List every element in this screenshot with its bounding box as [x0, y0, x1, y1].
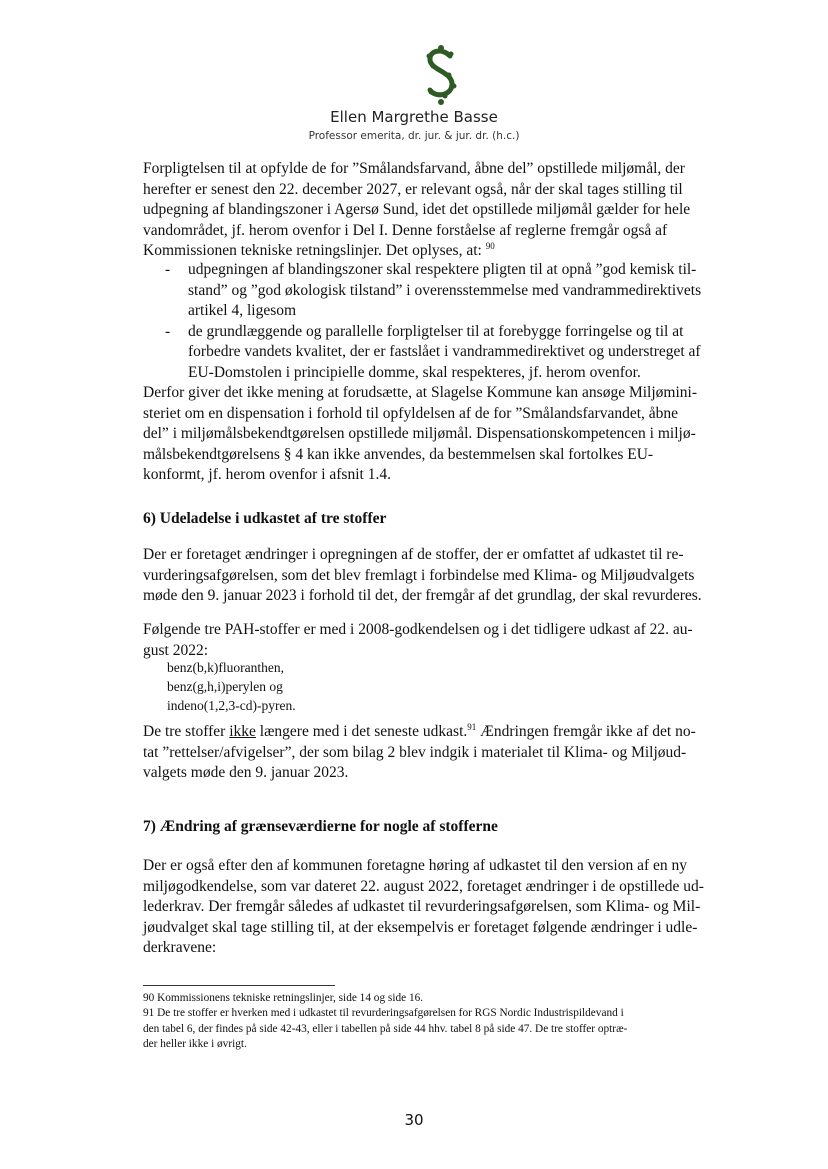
- text-line: Der er foretaget ændringer i opregningen af de stoffer, der er omfattet af udkastet til re-: [143, 546, 684, 563]
- text-line: konformt, jf. herom ovenfor i afsnit 1.4.: [143, 466, 391, 483]
- text-line: Der er også efter den af kommunen foretagne høring af udkastet til den version af en ny: [143, 857, 688, 874]
- text-segment: De tre stoffer: [143, 723, 230, 740]
- footnote-separator: [143, 985, 335, 986]
- footnote-line: den tabel 6, der findes på side 42-43, eller i tabellen på side 44 hhv. tabel 8 på side 47. De tre stoffer optræ-: [143, 1022, 628, 1035]
- list-item: [143, 322, 728, 384]
- text-line: Derfor giver det ikke mening at forudsætte, at Slagelse Kommune kan ansøge Miljømini-: [143, 384, 697, 401]
- text-line: [143, 722, 728, 743]
- paragraph-changes: [143, 545, 728, 607]
- text-line: stand” og ”god økologisk tilstand” i overensstemmelse med vandrammedirektivets: [188, 281, 702, 299]
- text-line: målsbekendtgørelsens § 4 kan ikke anvendes, da bestemmelsen skal fortolkes EU-: [143, 445, 654, 463]
- text-line: Følgende tre PAH-stoffer er med i 2008-godkendelsen og i det tidligere udkast af 22. au-: [143, 621, 693, 638]
- text-line: EU-Domstolen i principielle domme, skal respekteres, jf. herom ovenfor.: [188, 363, 641, 381]
- text-line: de grundlæggende og parallelle forpligtelser til at forebygge forringelse og til at: [188, 322, 684, 340]
- text-line: artikel 4, ligesom: [188, 302, 297, 319]
- list-item: [143, 260, 728, 322]
- footnote-91: [143, 1006, 728, 1053]
- chemical-item: benz(g,h,i)perylen og: [167, 679, 283, 694]
- text-line: vurderingsafgørelsen, som det blev fremlagt i forbindelse med Klima- og Miljøudvalgets: [143, 566, 695, 584]
- text-line-content: Kommissionen tekniske retningslinjer. Det oplyses, at:: [143, 242, 482, 259]
- page-number: 30: [404, 1111, 424, 1129]
- bullet-dash: -: [165, 322, 171, 340]
- text-line: vandområdet, jf. herom ovenfor i Del I. Denne forståelse af reglerne fremgår også af: [143, 221, 668, 239]
- paragraph-limits: [143, 856, 728, 959]
- footnote-line: 90 Kommissionens tekniske retningslinjer, side 14 og side 16.: [143, 992, 424, 1004]
- text-line: jøudvalget skal tage stilling til, at der eksempelvis er foretaget følgende ændringer i udle-: [143, 918, 698, 936]
- chemical-item: benz(b,k)fluoranthen,: [167, 660, 284, 675]
- text-line: steriet om en dispensation i forhold til opfyldelsen af de for ”Smålandsfarvandet, åbne: [143, 404, 679, 422]
- paragraph-omitted: [143, 722, 728, 784]
- text-line: [143, 241, 728, 262]
- text-line: herefter er senest den 22. december 2027, er relevant også, når der skal tages stilling til: [143, 180, 683, 198]
- paragraph-pah: [143, 620, 728, 661]
- footnote-90: [143, 991, 728, 1007]
- paragraph-obligation: [143, 159, 728, 262]
- section-heading-7: 7) Ændring af grænseværdierne for nogle af stofferne: [143, 818, 498, 835]
- footnote-line: 91 De tre stoffer er hverken med i udkastet til revurderingsafgørelsen for RGS Nordic Industrispildevand i: [143, 1007, 624, 1019]
- section-heading-6: 6) Udeladelse i udkastet af tre stoffer: [143, 510, 387, 527]
- text-line: udpegningen af blandingszoner skal respektere pligten til at opnå ”god kemisk til-: [188, 261, 697, 278]
- text-segment: længere med i det seneste udkast.: [255, 723, 468, 740]
- text-line: lederkrav. Der fremgår således af udkastet til revurderingsafgørelsen, som Klima- og Mil-: [143, 898, 701, 915]
- bullet-list: [143, 260, 728, 383]
- text-line: forbedre vandets kvalitet, der er fastslået i vandrammedirektivet og understreget af: [188, 343, 701, 360]
- chemical-item: indeno(1,2,3-cd)-pyren.: [167, 698, 296, 713]
- text-line: valgets møde den 9. januar 2023.: [143, 764, 349, 781]
- author-name: Ellen Margrethe Basse: [330, 108, 498, 126]
- chemical-list: [167, 658, 296, 715]
- bullet-dash: -: [165, 261, 171, 278]
- text-segment: Ændringen fremgår ikke af det no-: [476, 723, 696, 740]
- footnote-ref-90[interactable]: 90: [485, 241, 495, 251]
- underlined-word: ikke: [229, 723, 256, 740]
- ornamental-s-logo-icon: [421, 44, 461, 106]
- text-line: møde den 9. januar 2023 i forhold til det, der fremgår af det grundlag, der skal revurderes.: [143, 587, 702, 604]
- text-line: derkravene:: [143, 939, 217, 956]
- paragraph-dispensation: [143, 383, 728, 486]
- text-line: udpegning af blandingszoner i Agersø Sund, idet det opstillede miljømål gælder for hele: [143, 201, 691, 218]
- text-line: tat ”rettelser/afvigelser”, der som bilag 2 blev indgik i materialet til Klima- og Miljøud-: [143, 743, 687, 761]
- text-line: Forpligtelsen til at opfylde de for ”Smålandsfarvand, åbne del” opstillede miljømål, der: [143, 160, 685, 177]
- text-line: miljøgodkendelse, som var dateret 22. august 2022, foretaget ændringer i de opstillede ud-: [143, 877, 704, 895]
- footnote-ref-91[interactable]: 91: [467, 722, 477, 732]
- text-line: del” i miljømålsbekendtgørelsen opstillede miljømål. Dispensationskompetencen i miljø-: [143, 425, 696, 442]
- author-title: Professor emerita, dr. jur. & jur. dr. (h.c.): [308, 130, 520, 142]
- footnote-line: der heller ikke i øvrigt.: [143, 1038, 247, 1051]
- text-line: gust 2022:: [143, 641, 209, 659]
